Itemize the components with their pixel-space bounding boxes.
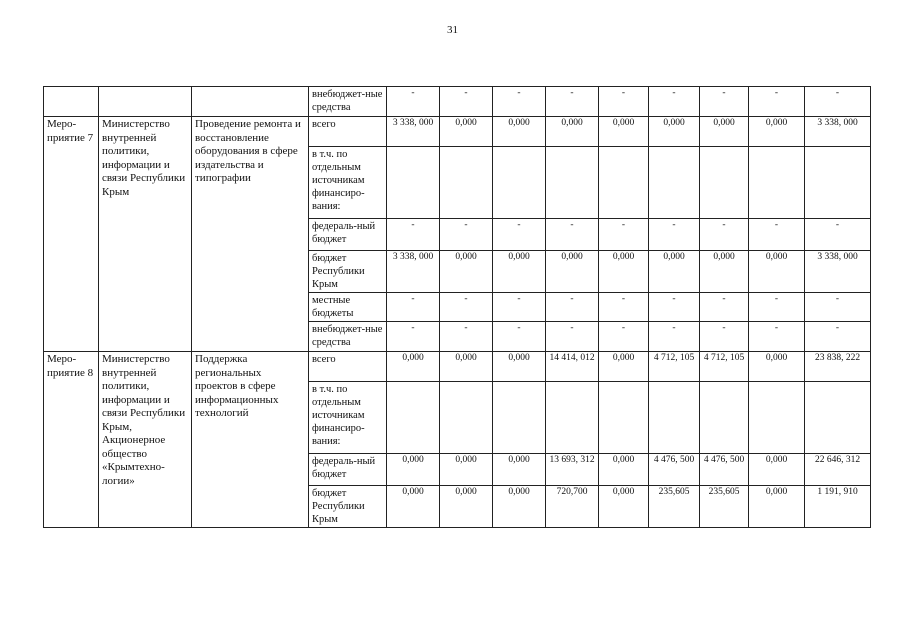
value-cell: -: [700, 322, 749, 352]
value-cell: 0,000: [440, 251, 493, 293]
value-cell: -: [700, 87, 749, 117]
value-cell: -: [599, 219, 649, 251]
value-cell: -: [440, 219, 493, 251]
value-cell: -: [805, 322, 871, 352]
value-cell: 0,000: [599, 454, 649, 486]
page-number: 31: [447, 24, 458, 36]
value-cell: -: [599, 87, 649, 117]
value-cell: -: [649, 87, 700, 117]
value-cell: 0,000: [493, 454, 546, 486]
value-cell: 14 414, 012: [546, 352, 599, 382]
table-row: [44, 352, 871, 382]
value-cell: 0,000: [700, 251, 749, 293]
value-cell: 0,000: [387, 454, 440, 486]
value-cell: -: [546, 322, 599, 352]
value-cell: 235,605: [649, 486, 700, 528]
value-cell: 0,000: [493, 486, 546, 528]
value-cell: 0,000: [749, 454, 805, 486]
value-cell: -: [493, 87, 546, 117]
value-cell: 235,605: [700, 486, 749, 528]
table-row: [44, 87, 871, 117]
value-cell: 4 712, 105: [700, 352, 749, 382]
value-cell: 0,000: [599, 251, 649, 293]
value-cell: [649, 382, 700, 454]
value-cell: [749, 147, 805, 219]
value-cell: -: [649, 322, 700, 352]
value-cell: 0,000: [700, 117, 749, 147]
source-cell: федераль-ный бюджет: [309, 219, 387, 251]
description-cell: Поддержка региональных проектов в сфере информационных технологий: [192, 352, 309, 528]
value-cell: -: [546, 219, 599, 251]
budget-table: [43, 86, 871, 528]
value-cell: 22 646, 312: [805, 454, 871, 486]
source-cell: бюджет Республики Крым: [309, 251, 387, 293]
value-cell: [493, 382, 546, 454]
value-cell: [387, 147, 440, 219]
value-cell: [749, 382, 805, 454]
value-cell: 0,000: [649, 117, 700, 147]
value-cell: [546, 382, 599, 454]
value-cell: [805, 147, 871, 219]
value-cell: 0,000: [440, 352, 493, 382]
value-cell: -: [749, 87, 805, 117]
value-cell: -: [546, 293, 599, 322]
value-cell: -: [493, 293, 546, 322]
value-cell: [546, 147, 599, 219]
value-cell: -: [387, 87, 440, 117]
value-cell: 0,000: [599, 352, 649, 382]
value-cell: 3 338, 000: [805, 117, 871, 147]
value-cell: 13 693, 312: [546, 454, 599, 486]
value-cell: [440, 382, 493, 454]
value-cell: 3 338, 000: [387, 251, 440, 293]
value-cell: [387, 382, 440, 454]
value-cell: 0,000: [493, 117, 546, 147]
value-cell: 0,000: [493, 251, 546, 293]
value-cell: -: [749, 322, 805, 352]
value-cell: 4 476, 500: [649, 454, 700, 486]
value-cell: -: [749, 219, 805, 251]
source-cell: бюджет Республики Крым: [309, 486, 387, 528]
value-cell: -: [493, 322, 546, 352]
description-cell: Проведение ремонта и восстановление оборудования в сфере издательства и типографии: [192, 117, 309, 352]
value-cell: [700, 147, 749, 219]
value-cell: [700, 382, 749, 454]
value-cell: 0,000: [599, 117, 649, 147]
value-cell: -: [387, 322, 440, 352]
value-cell: 0,000: [546, 117, 599, 147]
value-cell: 1 191, 910: [805, 486, 871, 528]
source-cell: местные бюджеты: [309, 293, 387, 322]
source-cell: федераль-ный бюджет: [309, 454, 387, 486]
value-cell: 0,000: [749, 251, 805, 293]
value-cell: 720,700: [546, 486, 599, 528]
source-cell: всего: [309, 117, 387, 147]
value-cell: 3 338, 000: [805, 251, 871, 293]
organization-cell: Министерство внутренней политики, информации и связи Республики Крым: [99, 117, 192, 352]
source-cell: в т.ч. по отдельным источникам финансиро-вания:: [309, 147, 387, 219]
value-cell: 4 712, 105: [649, 352, 700, 382]
value-cell: [805, 382, 871, 454]
value-cell: -: [440, 87, 493, 117]
value-cell: -: [440, 293, 493, 322]
action-cell: Меро-приятие 7: [44, 117, 99, 352]
value-cell: -: [805, 219, 871, 251]
table-row: [44, 117, 871, 147]
value-cell: 0,000: [387, 486, 440, 528]
value-cell: -: [805, 293, 871, 322]
value-cell: -: [805, 87, 871, 117]
source-cell: в т.ч. по отдельным источникам финансиро-вания:: [309, 382, 387, 454]
value-cell: 23 838, 222: [805, 352, 871, 382]
value-cell: -: [649, 293, 700, 322]
organization-cell: [99, 87, 192, 117]
action-cell: Меро-приятие 8: [44, 352, 99, 528]
value-cell: 0,000: [599, 486, 649, 528]
value-cell: 3 338, 000: [387, 117, 440, 147]
value-cell: -: [700, 293, 749, 322]
value-cell: 0,000: [649, 251, 700, 293]
value-cell: 0,000: [749, 352, 805, 382]
value-cell: [599, 147, 649, 219]
value-cell: 4 476, 500: [700, 454, 749, 486]
value-cell: -: [493, 219, 546, 251]
value-cell: [440, 147, 493, 219]
value-cell: -: [700, 219, 749, 251]
value-cell: -: [599, 293, 649, 322]
value-cell: [599, 382, 649, 454]
action-cell: [44, 87, 99, 117]
value-cell: 0,000: [387, 352, 440, 382]
value-cell: 0,000: [440, 486, 493, 528]
value-cell: 0,000: [493, 352, 546, 382]
source-cell: всего: [309, 352, 387, 382]
value-cell: 0,000: [546, 251, 599, 293]
value-cell: 0,000: [440, 454, 493, 486]
value-cell: 0,000: [749, 117, 805, 147]
value-cell: -: [440, 322, 493, 352]
value-cell: [649, 147, 700, 219]
value-cell: 0,000: [440, 117, 493, 147]
value-cell: -: [387, 293, 440, 322]
organization-cell: Министерство внутренней политики, информации и связи Республики Крым, Акционерное общество «Крымтехно-логии»: [99, 352, 192, 528]
value-cell: -: [387, 219, 440, 251]
value-cell: 0,000: [749, 486, 805, 528]
value-cell: -: [649, 219, 700, 251]
source-cell: внебюджет-ные средства: [309, 87, 387, 117]
value-cell: [493, 147, 546, 219]
value-cell: -: [749, 293, 805, 322]
value-cell: -: [599, 322, 649, 352]
description-cell: [192, 87, 309, 117]
source-cell: внебюджет-ные средства: [309, 322, 387, 352]
value-cell: -: [546, 87, 599, 117]
